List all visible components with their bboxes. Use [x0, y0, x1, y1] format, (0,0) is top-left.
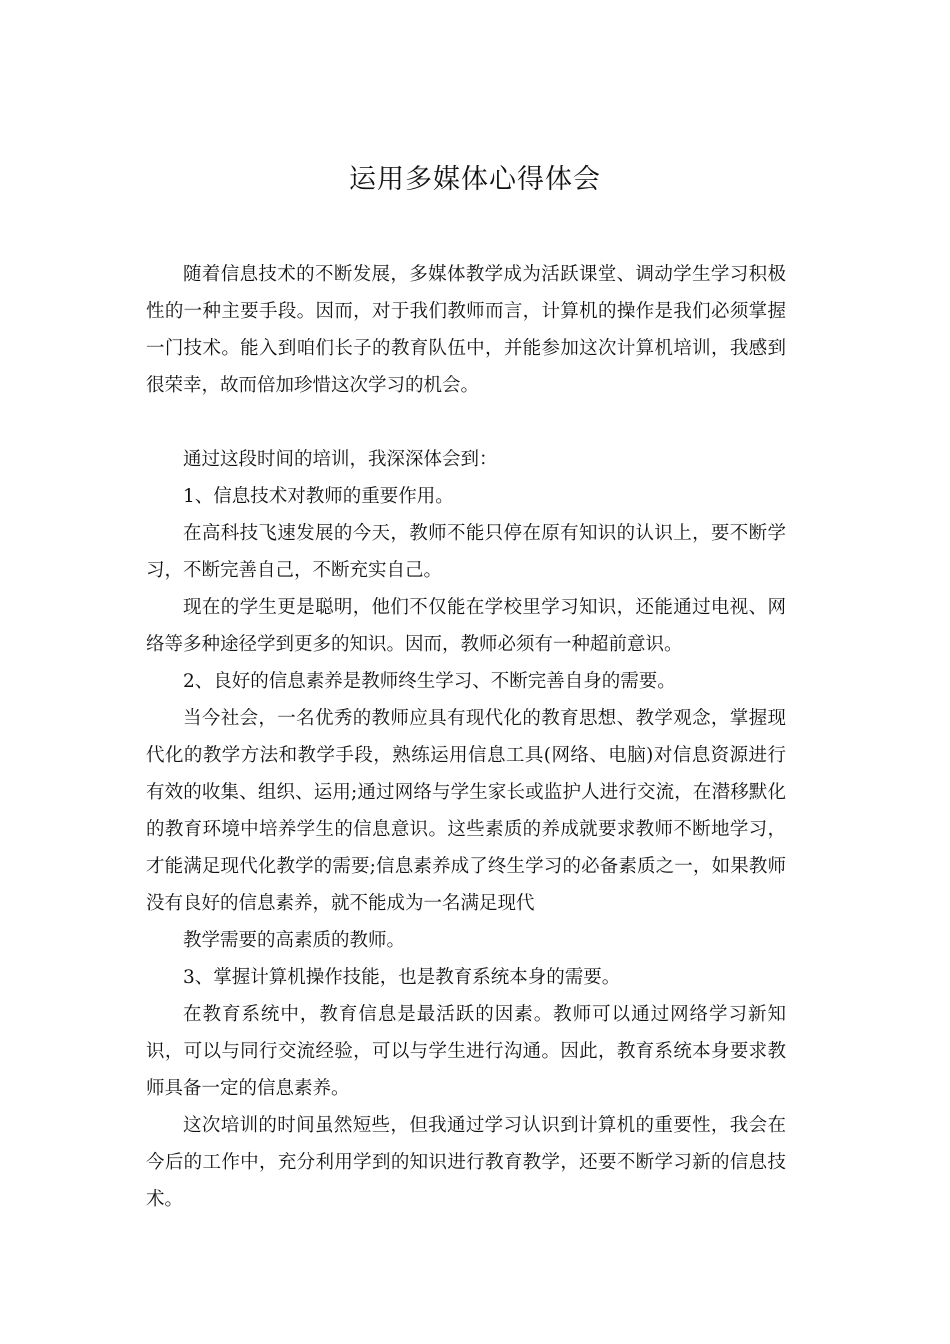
point-3-paragraph: 在教育系统中，教育信息是最活跃的因素。教师可以通过网络学习新知识，可以与同行交流经验，可以与学生进行沟通。因此，教育系统本身要求教师具备一定的信息素养。	[146, 1004, 786, 1099]
point-2-heading: 2、良好的信息素养是教师终生学习、不断完善自身的需要。	[183, 671, 676, 692]
point-1-paragraph-b: 现在的学生更是聪明，他们不仅能在学校里学习知识，还能通过电视、网络等多种途径学到更多的知识。因而，教师必须有一种超前意识。	[146, 597, 786, 655]
document-body	[146, 256, 786, 1218]
point-1-heading: 1、信息技术对教师的重要作用。	[183, 486, 454, 507]
point-3-heading: 3、掌握计算机操作技能，也是教育系统本身的需要。	[183, 967, 621, 988]
paragraph-intro: 随着信息技术的不断发展，多媒体教学成为活跃课堂、调动学生学习积极性的一种主要手段。因而，对于我们教师而言，计算机的操作是我们必须掌握一门技术。能入到咱们长子的教育队伍中，并能参加这次计算机培训，我感到很荣幸，故而倍加珍惜这次学习的机会。	[146, 264, 786, 396]
point-2-paragraph-a: 当今社会，一名优秀的教师应具有现代化的教育思想、教学观念，掌握现代化的教学方法和教学手段，熟练运用信息工具(网络、电脑)对信息资源进行有效的收集、组织、运用;通过网络与学生家长或监护人进行交流，在潜移默化的教育环境中培养学生的信息意识。这些素质的养成就要求教师不断地学习，才能满足现代化教学的需要;信息素养成了终生学习的必备素质之一，如果教师没有良好的信息素养，就不能成为一名满足现代	[146, 708, 786, 914]
document-title: 运用多媒体心得体会	[349, 164, 601, 195]
paragraph-lead: 通过这段时间的培训，我深深体会到：	[183, 449, 498, 470]
closing-paragraph: 这次培训的时间虽然短些，但我通过学习认识到计算机的重要性，我会在今后的工作中，充分利用学到的知识进行教育教学，还要不断学习新的信息技术。	[146, 1115, 786, 1210]
point-1-paragraph-a: 在高科技飞速发展的今天，教师不能只停在原有知识的认识上，要不断学习，不断完善自己，不断充实自己。	[146, 523, 786, 581]
point-2-paragraph-b: 教学需要的高素质的教师。	[183, 930, 406, 951]
